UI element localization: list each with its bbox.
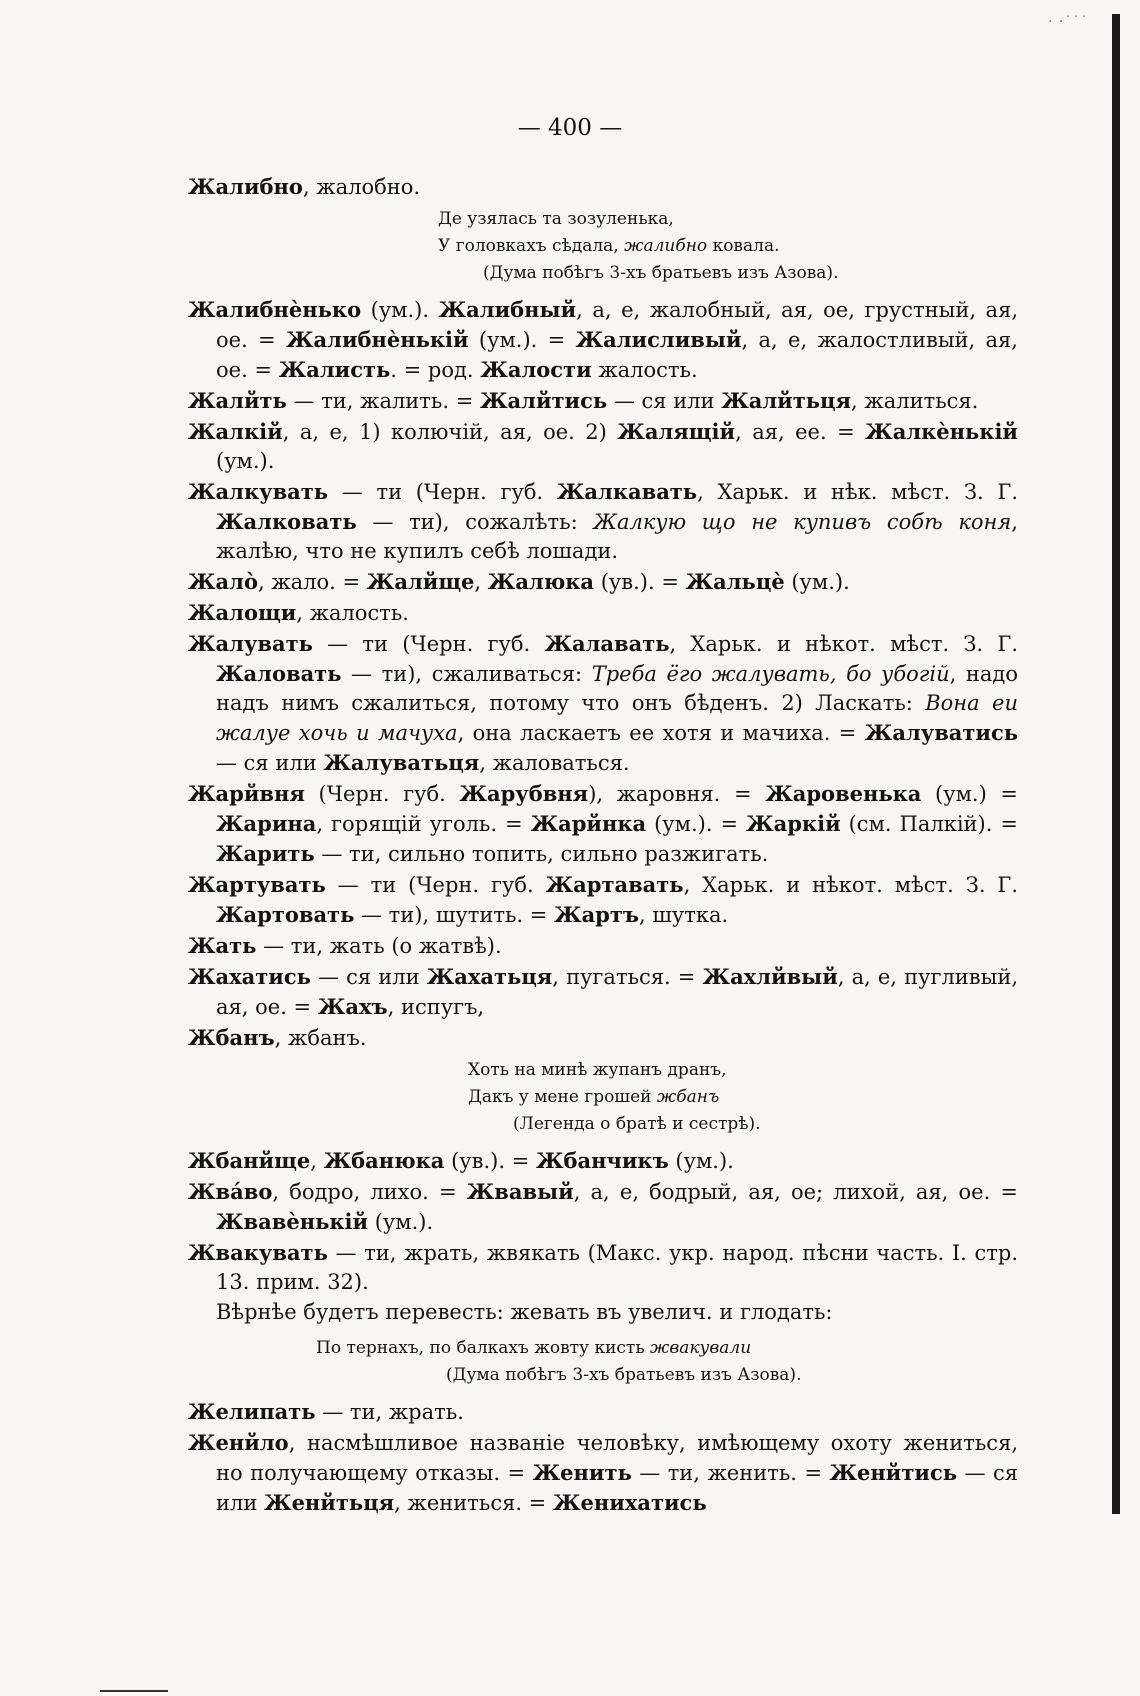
corner-specks: · ·˙˙˙ <box>1048 14 1089 30</box>
verse-line: Дакъ у мене грошей жбанъ <box>468 1087 720 1107</box>
verse-quote-zhalybno <box>188 206 1018 287</box>
verse-source: (Дума побѣгъ 3-хъ братьевъ изъ Азова). <box>483 263 839 283</box>
entry-zhakhatys: Жахатись — ся или Жахатьця, пугаться. = Жахлйвый, а, е, пугливый, ая, ое. = Жахъ, испугъ, <box>188 964 1018 1019</box>
verse-source: (Легенда о братѣ и сестрѣ). <box>513 1114 761 1134</box>
note-translation: Вѣрнѣе будетъ перевесть: жевать въ увелич. и глодать: <box>216 1300 833 1324</box>
verse-line: Де узялась та зозуленька, <box>438 209 674 229</box>
entry-zhbanyshche: Жбанйще, Жбанюка (ув.). = Жбанчикъ (ум.). <box>188 1148 734 1173</box>
dictionary-text <box>188 172 1018 1519</box>
verse-line: Хоть на минѣ жупанъ дранъ, <box>468 1060 727 1080</box>
page-edge-shadow <box>1112 14 1120 1514</box>
verse-line: По тернахъ, по балкахъ жовту кисть жвакували <box>316 1338 752 1358</box>
entry-zhalo: Жалò, жало. = Жалйще, Жалюка (ув.). = Жальцè (ум.). <box>188 569 850 594</box>
entry-zhalkij: Жалкій, а, е, 1) колючій, ая, ое. 2) Жалящій, ая, ее. = Жалкѐнькій (ум.). <box>188 419 1018 473</box>
verse-quote-zhban <box>188 1057 1018 1138</box>
entry-zhaluvat: Жалувать — ти (Черн. губ. Жалавать, Харьк. и нѣкот. мѣст. З. Г. Жаловать — ти), сжаливаться: Треба ёго жалувать, бо убогій, надо надъ нимъ сжалиться, потому что онъ бѣденъ. 2) Ласкать: Вона еи жалуе хочь и мачуха, она ласкаетъ ее хотя и мачиха. = Жалуватись — ся или Жалуватьця, жаловаться. <box>188 631 1019 775</box>
entry-zhalyt: Жалйть — ти, жалить. = Жалйтись — ся или Жалйтьця, жалиться. <box>188 388 979 413</box>
bottom-rule <box>100 1690 168 1692</box>
entry-zhvakuvat: Жвакувать — ти, жрать, жвякать (Макс. укр. народ. пѣсни часть. I. стр. 13. прим. 32). <box>188 1240 1018 1294</box>
page-number: — 400 — <box>517 115 623 141</box>
entry-zhat: Жать — ти, жать (о жатвѣ). <box>188 933 502 958</box>
entry-zhalybnenko: Жалибнѐнько (ум.). Жалибный, а, е, жалобный, ая, ое, грустный, ая, ое. = Жалибнѐнькій (ум.). = Жалисливый, а, е, жалостливый, ая, ое. = Жалисть. = род. Жалости жалость. <box>188 297 1019 382</box>
verse-source: (Дума побѣгъ 3-хъ братьевъ изъ Азова). <box>446 1365 802 1385</box>
verse-quote-zhvakuvat <box>188 1335 1018 1389</box>
entry-zhartuvat: Жартувать — ти (Черн. губ. Жартавать, Харьк. и нѣкот. мѣст. З. Г. Жартовать — ти), шутить. = Жартъ, шутка. <box>188 872 1019 927</box>
entry-zhaloshchi: Жалощи, жалость. <box>188 600 409 625</box>
entry-zhelypat: Желипать — ти, жрать. <box>188 1399 464 1424</box>
entry-zhalybno: Жалибно, жалобно. <box>188 174 421 199</box>
entry-zhvavo: Жвáво, бодро, лихо. = Жвавый, а, е, бодрый, ая, ое; лихой, ая, ое. = Жвавѐнькій (ум.). <box>188 1179 1018 1234</box>
entry-zhban: Жбанъ, жбанъ. <box>188 1025 367 1050</box>
entry-zhalkuvat: Жалкувать — ти (Черн. губ. Жалкавать, Харьк. и нѣк. мѣст. З. Г. Жалковать — ти), сожалѣть: Жалкую що не купивъ собѣ коня, жалѣю, что не купилъ себѣ лошади. <box>188 479 1018 563</box>
entry-zhenylo: Женйло, насмѣшливое названіе человѣку, имѣющему охоту жениться, но получающему отказы. = Женить — ти, женить. = Женйтись — ся или Женйтьця, жениться. = Женихатись <box>188 1430 1018 1515</box>
verse-line: У головкахъ сѣдала, жалибно ковала. <box>438 236 780 256</box>
entry-zharyvnya: Жарйвня (Черн. губ. Жарубвня), жаровня. = Жаровенька (ум.) = Жарина, горящій уголь. = Жарйнка (ум.). = Жаркій (см. Палкій). = Жарить — ти, сильно топить, сильно разжигать. <box>188 781 1018 866</box>
